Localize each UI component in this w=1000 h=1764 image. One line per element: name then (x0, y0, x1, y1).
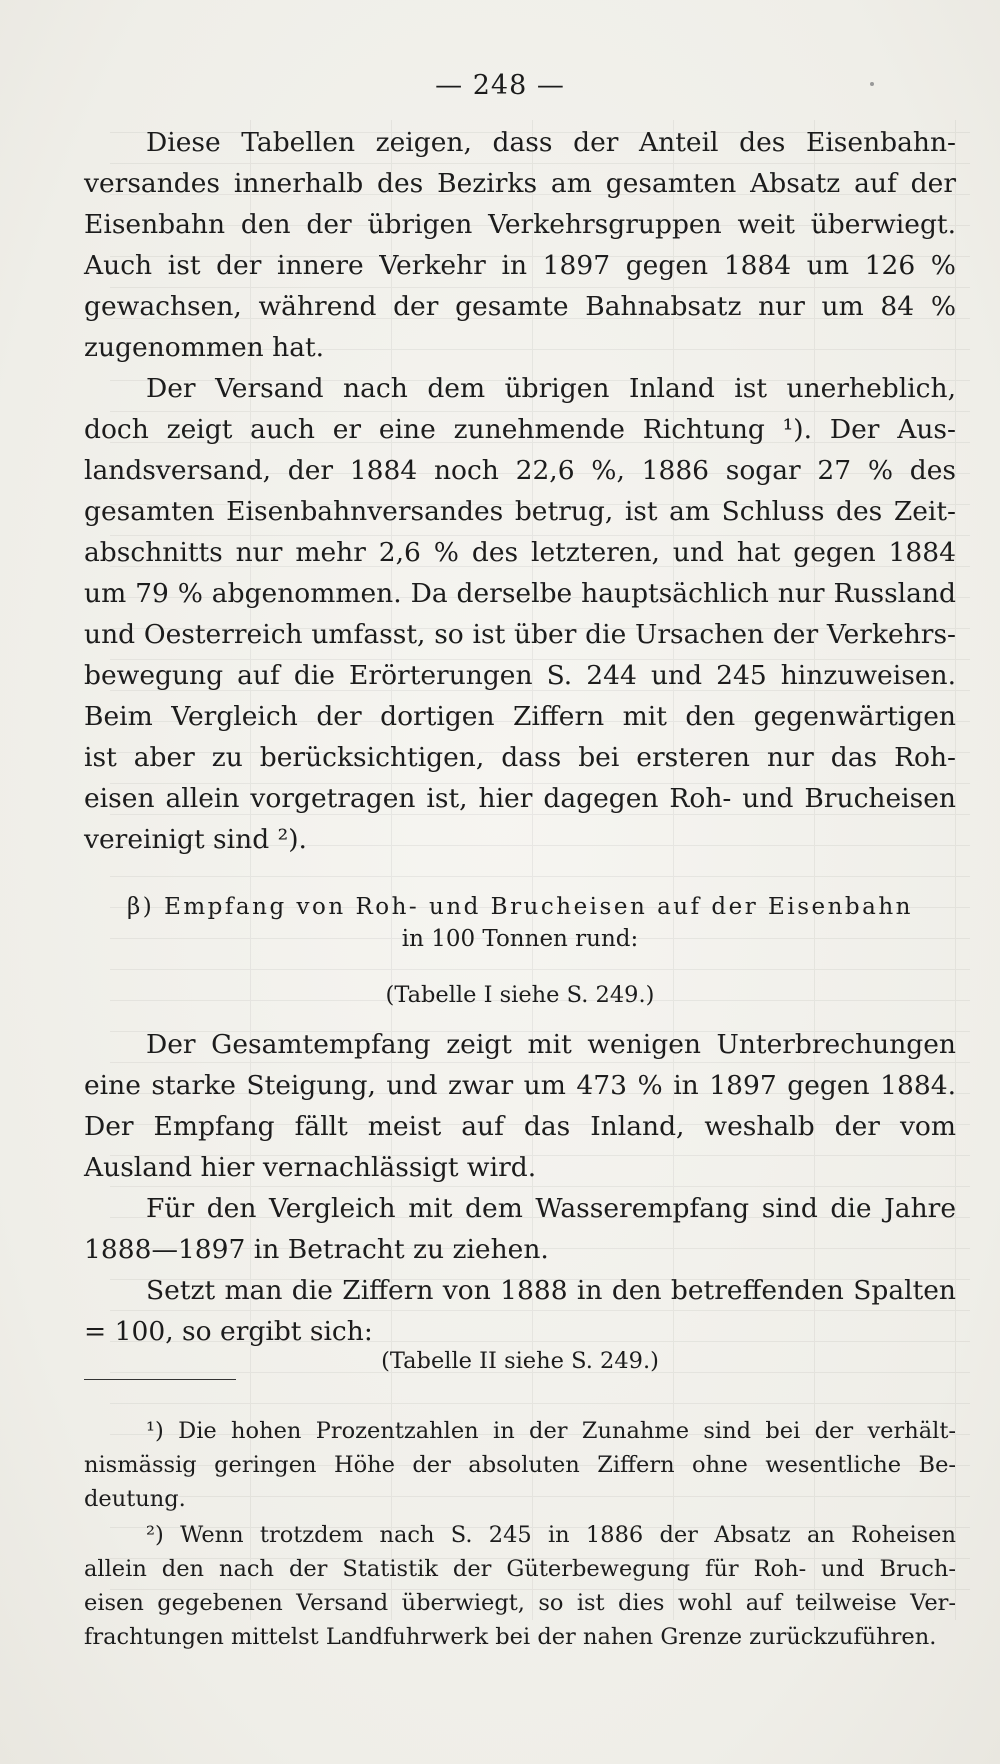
text-line: landsversand, der 1884 noch 22,6 %, 1886 sogar 27 % des (84, 455, 956, 486)
footnote-2 (84, 1518, 956, 1654)
text-line: zugenommen hat. (84, 332, 325, 363)
page-number-header: — 248 — (435, 70, 565, 101)
section-heading: β) Empfang von Roh- und Brucheisen auf der Eisenbahn (127, 894, 913, 920)
paragraph-1 (84, 122, 956, 368)
text-line: Der Versand nach dem übrigen Inland ist unerheblich, (146, 373, 956, 404)
text-line: gesamten Eisenbahnversandes betrug, ist am Schluss des Zeit- (84, 496, 956, 527)
text-line: Der Gesamtempfang zeigt mit wenigen Unterbrechungen (146, 1029, 956, 1060)
table-reference-1: (Tabelle I siehe S. 249.) (385, 982, 655, 1008)
text-line: = 100, so ergibt sich: (84, 1316, 373, 1347)
text-line: Beim Vergleich der dortigen Ziffern mit den gegenwärtigen (84, 701, 956, 732)
text-line: vereinigt sind ²). (84, 824, 307, 855)
text-line: Diese Tabellen zeigen, dass der Anteil des Eisenbahn- (146, 127, 956, 158)
text-line: Der Empfang fällt meist auf das Inland, weshalb der vom (84, 1111, 956, 1142)
section-heading-subline: in 100 Tonnen rund: (401, 926, 639, 952)
text-line: und Oesterreich umfasst, so ist über die Ursachen der Verkehrs- (84, 619, 956, 650)
text-line: 1888—1897 in Betracht zu ziehen. (84, 1234, 549, 1265)
text-line: Eisenbahn den der übrigen Verkehrsgruppen weit überwiegt. (84, 209, 956, 240)
text-line: Für den Vergleich mit dem Wasserempfang sind die Jahre (146, 1193, 956, 1224)
text-line: abschnitts nur mehr 2,6 % des letzteren, und hat gegen 1884 (84, 537, 956, 568)
text-line: versandes innerhalb des Bezirks am gesamten Absatz auf der (84, 168, 956, 199)
footnote-line: nismässig geringen Höhe der absoluten Ziffern ohne wesentliche Be- (84, 1452, 956, 1478)
text-line: bewegung auf die Erörterungen S. 244 und 245 hinzuweisen. (84, 660, 956, 691)
text-line: eine starke Steigung, und zwar um 473 % in 1897 gegen 1884. (84, 1070, 956, 1101)
footnote-line: frachtungen mittelst Landfuhrwerk bei der nahen Grenze zurückzuführen. (84, 1624, 937, 1650)
footnote-line: deutung. (84, 1486, 186, 1512)
table-reference-2: (Tabelle II siehe S. 249.) (381, 1348, 659, 1374)
footnote-separator (84, 1379, 236, 1380)
text-line: ist aber zu berücksichtigen, dass bei ersteren nur das Roh- (84, 742, 956, 773)
paragraph-3 (84, 1024, 956, 1188)
text-line: Setzt man die Ziffern von 1888 in den betreffenden Spalten (146, 1275, 956, 1306)
footnote-line: ²) Wenn trotzdem nach S. 245 in 1886 der Absatz an Roheisen (146, 1522, 956, 1548)
paragraph-2 (84, 368, 956, 860)
text-line: gewachsen, während der gesamte Bahnabsatz nur um 84 % (84, 291, 956, 322)
footnote-1 (84, 1414, 956, 1516)
text-line: doch zeigt auch er eine zunehmende Richtung ¹). Der Aus- (84, 414, 956, 445)
paragraph-4 (84, 1188, 956, 1270)
text-line: Ausland hier vernachlässigt wird. (84, 1152, 537, 1183)
paragraph-5 (84, 1270, 956, 1352)
text-line: um 79 % abgenommen. Da derselbe hauptsächlich nur Russland (84, 578, 956, 609)
footnote-line: allein den nach der Statistik der Güterbewegung für Roh- und Bruch- (84, 1556, 956, 1582)
text-line: eisen allein vorgetragen ist, hier dagegen Roh- und Brucheisen (84, 783, 956, 814)
footnote-line: eisen gegebenen Versand überwiegt, so ist dies wohl auf teilweise Ver- (84, 1590, 956, 1616)
text-line: Auch ist der innere Verkehr in 1897 gegen 1884 um 126 % (84, 250, 956, 281)
footnote-line: ¹) Die hohen Prozentzahlen in der Zunahme sind bei der verhält- (146, 1418, 956, 1444)
